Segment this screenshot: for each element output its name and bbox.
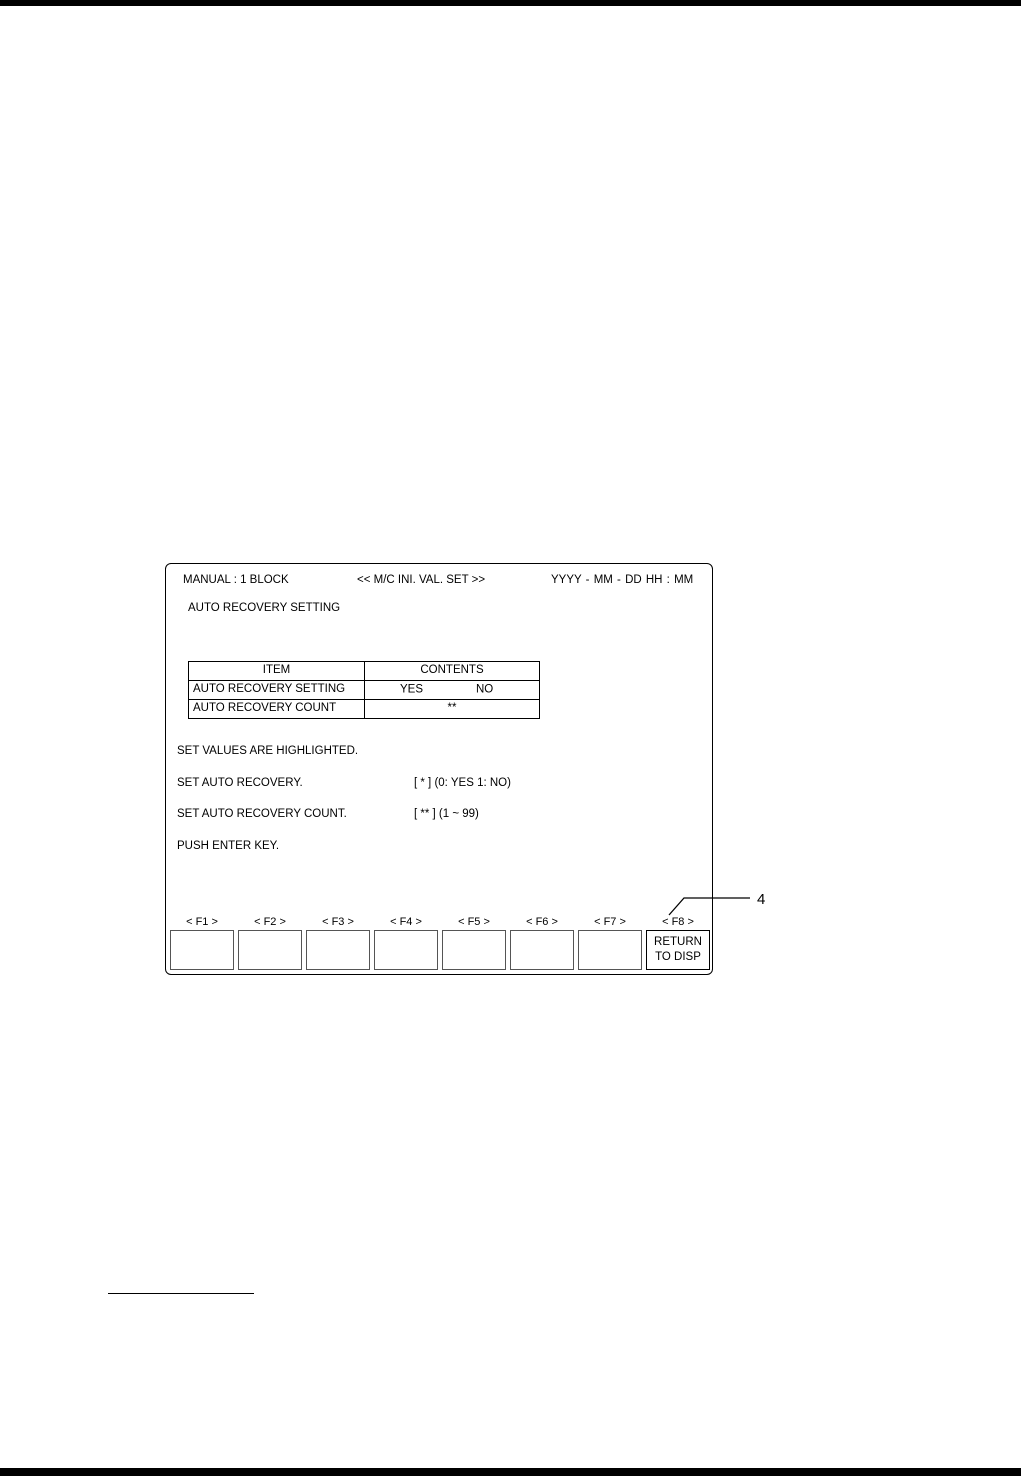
table-header-row: [189, 662, 540, 681]
f3-label: < F3 >: [322, 916, 354, 928]
option-yes[interactable]: YES: [400, 683, 424, 696]
return-to-disp-button[interactable]: [646, 930, 710, 970]
machine-screen: [165, 563, 713, 975]
table-row: [189, 700, 540, 719]
f2-label: < F2 >: [254, 916, 286, 928]
set-count-prompt: SET AUTO RECOVERY COUNT.: [177, 808, 347, 820]
f1-label: < F1 >: [186, 916, 218, 928]
f4-button[interactable]: [374, 930, 438, 970]
datetime-display: YYYY - MM - DD HH : MM: [551, 574, 694, 586]
table-row: [189, 681, 540, 700]
set-recovery-field[interactable]: [ * ] (0: YES 1: NO): [414, 777, 511, 789]
callout-leader-line: [640, 880, 752, 918]
callout-number: 4: [757, 891, 766, 908]
row-label-recovery-setting: AUTO RECOVERY SETTING: [189, 681, 365, 700]
return-to-disp-line1: RETURN: [654, 936, 702, 948]
f6-button[interactable]: [510, 930, 574, 970]
f6-label: < F6 >: [526, 916, 558, 928]
f2-button[interactable]: [238, 930, 302, 970]
set-count-field[interactable]: [ ** ] (1 ~ 99): [414, 808, 479, 820]
row-label-recovery-count: AUTO RECOVERY COUNT: [189, 700, 365, 719]
f3-button[interactable]: [306, 930, 370, 970]
f5-label: < F5 >: [458, 916, 490, 928]
f7-label: < F7 >: [594, 916, 626, 928]
section-title: AUTO RECOVERY SETTING: [188, 602, 341, 614]
recovery-count-value[interactable]: **: [365, 700, 540, 719]
column-header-contents: CONTENTS: [365, 662, 540, 681]
footnote-divider: [108, 1293, 254, 1294]
recovery-setting-options: [365, 681, 540, 700]
screen-title: << M/C INI. VAL. SET >>: [357, 574, 486, 586]
push-enter-prompt: PUSH ENTER KEY.: [177, 840, 280, 852]
f4-label: < F4 >: [390, 916, 422, 928]
set-recovery-prompt: SET AUTO RECOVERY.: [177, 777, 303, 789]
option-no[interactable]: NO: [476, 683, 494, 696]
settings-table: [188, 661, 540, 719]
bottom-rule: [0, 1468, 1021, 1476]
f7-button[interactable]: [578, 930, 642, 970]
f8-label: < F8 >: [662, 916, 694, 928]
f5-button[interactable]: [442, 930, 506, 970]
return-to-disp-line2: TO DISP: [655, 951, 701, 963]
top-rule: [0, 0, 1021, 6]
f1-button[interactable]: [170, 930, 234, 970]
highlight-note: SET VALUES ARE HIGHLIGHTED.: [177, 745, 359, 757]
mode-label: MANUAL : 1 BLOCK: [183, 574, 289, 586]
column-header-item: ITEM: [189, 662, 365, 681]
